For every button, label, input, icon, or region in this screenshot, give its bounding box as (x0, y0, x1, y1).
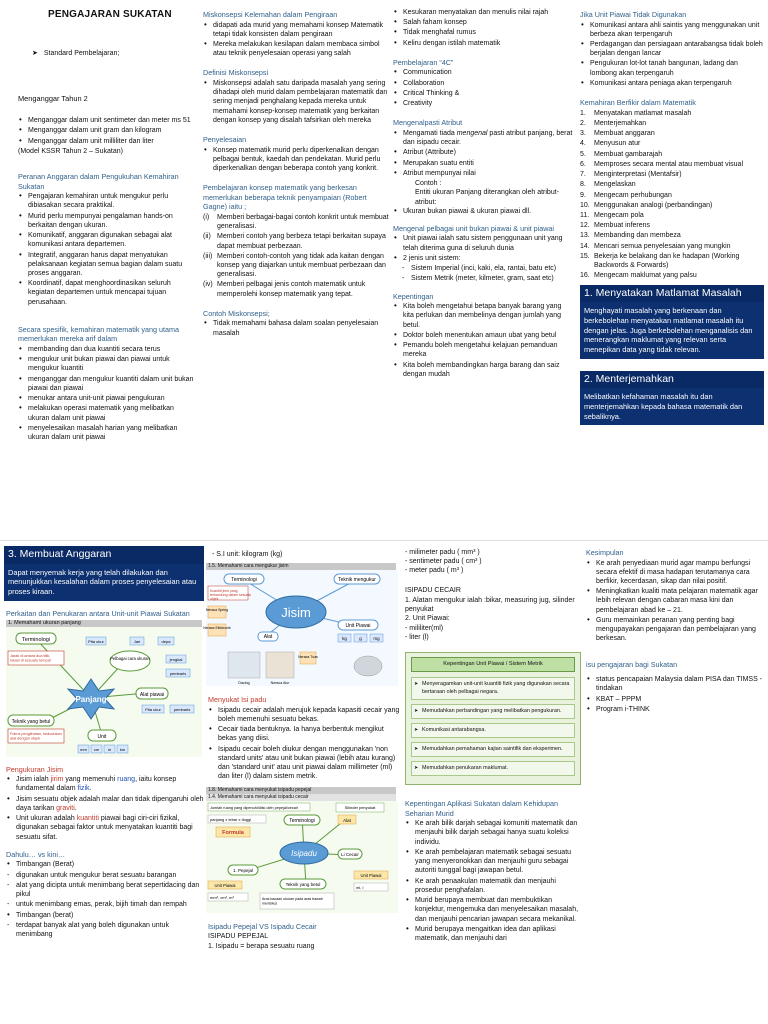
mass-diagram (203, 563, 401, 689)
mass-unit-label: g (359, 635, 362, 641)
application-list (405, 819, 581, 943)
list-item: • Ke arah pembelajaran matematik sebagai sesuatu yang menyeronokkan dan menjauhi guru sebagai autoriti tunggal bagi jawapan betul. (405, 848, 581, 876)
list-item: • Communication (393, 68, 573, 77)
list-item: • Unit ukuran adalah kuantiti piawai bagi ciri-ciri fizikal, digunakan sebagai faktor untuk menyatakan kuantiti bagi sesuatu sifat. (6, 814, 204, 842)
list-item: • Unit piawai ialah satu sistem penggunaan unit yang telah diterima guna di seluruh dunia (393, 234, 573, 252)
mass-node-6: Dacing (238, 680, 250, 685)
then-now-list (6, 860, 204, 939)
length-unit-label: mm (80, 747, 87, 753)
list-item: • Pemandu boleh mengetahui kelajuan pemanduan mereka (393, 341, 573, 359)
length-unit-label: km (119, 747, 126, 753)
panel-mass-volume (203, 546, 401, 1024)
no-standard-list (580, 21, 764, 89)
box-translate (580, 371, 764, 426)
vs-heading: Isipadu Pepejal VS Isipadu Cecair (208, 921, 317, 931)
list-item: 8. Mengelaskan (580, 181, 636, 189)
box-estimate-body: Dapat menyemak kerja yang telah dilakukan dan menunjukkan kesalahan dalam proses penyelesaian atau proses kiraan. (4, 564, 204, 601)
list-item: • Tidak menghafal rumus (393, 28, 573, 37)
volume-node-13: ml, l (356, 884, 364, 890)
box-estimate (4, 546, 204, 601)
metric-table (405, 652, 581, 785)
metric-table-row: ➤ Menyeragamkan unit-unit kuantiti fizik yang digunakan secara bertaraan oleh pelbagai negara. (411, 677, 575, 699)
skills-heading: Kemahiran Berfikir dalam Matematik (580, 98, 696, 108)
list-item: • Ukuran bukan piawai & ukuran piawai dll. (393, 207, 573, 216)
list-item: 9. Mengecam perhubungan (580, 191, 672, 199)
list-item: • Program i-THINK (586, 705, 764, 714)
list-item: • melakukan operasi matematik yang melibatkan ukuran dalam unit piawai (18, 404, 194, 422)
metric-table-row: ➤ Memudahkan penukaran maklumat. (411, 761, 575, 776)
list-item: • Keliru dengan istilah matematik (393, 39, 573, 48)
list-item: 16. Mengecam maklumat yang palsu (580, 272, 697, 280)
panel-intro (18, 8, 194, 538)
conversion-heading: Perkaitan dan Penukaran antara Unit-unit Piawai Sukatan (6, 608, 190, 618)
length-node-7: Teknik yang betul (11, 719, 51, 726)
list-item: • Collaboration (393, 79, 573, 88)
panel-length-mass (4, 546, 204, 1024)
arrow-bullet-icon: ➤ (414, 745, 419, 752)
text-line: 2. Unit Piawai: (405, 615, 450, 623)
importance-heading: Kepentingan (393, 291, 434, 301)
solution-list (203, 146, 391, 174)
metric-table-row: ➤ Memudahkan perbandingan yang melibatkan pengukuran. (411, 704, 575, 719)
volume-heading: Menyukat Isi padu (208, 695, 267, 705)
text-line: - liter (l) (405, 633, 429, 641)
mass-mindmap (203, 570, 398, 686)
list-item: • Menganggar dalam unit sentimeter dan meter ms 51 (18, 116, 194, 125)
list-item: 5. Membuat gambarajah (580, 150, 663, 158)
box-estimate-title: 3. Membuat Anggaran (4, 546, 204, 564)
list-item: • Timbangan (berat) (6, 911, 204, 920)
volume-node-9: Teknik yang betul (285, 881, 321, 887)
list-item: • Kita boleh mengetahui betapa banyak barang yang kita perlukan dan membelinya dengan jumlah yang betul. (393, 302, 573, 330)
list-item: • Creativity (393, 99, 573, 108)
list-item: • Salah faham konsep (393, 18, 573, 27)
list-item: • Murid berupaya membuat dan membuktikan konjektur, mengemuka dan menyelesaikan masalah, dan menjauhi pencarian jawapan secara mekanikal. (405, 896, 581, 924)
list-item: • Ke arah penyediaan murid agar mampu berfungsi secara efektif di masa hadapan terutamanya cara berfikir, kecerdasan, sikap dan nilai positif. (586, 559, 764, 587)
panel-conclusion (586, 546, 764, 1024)
list-item: • status pencapaian Malaysia dalam PISA dan TIMSS - tindakan (586, 675, 764, 693)
misconception-list (203, 21, 391, 59)
mass-list (6, 775, 204, 842)
attribute-example-label: Contoh : (415, 180, 442, 188)
length-node-11: Unit (97, 734, 107, 741)
volume-node-11: mm³, cm³, m³ (210, 894, 234, 900)
list-item: • Mengamati tiada mengenal pasti atribut panjang, berat dan isipadu cecair. (393, 129, 573, 147)
panel-misconception (203, 8, 391, 538)
list-item: • Atribut (Attribute) (393, 148, 573, 157)
liquid-lines (405, 596, 581, 642)
length-node-5: jengkal (169, 657, 183, 663)
list-item: • Integratif, anggaran harus dapat menyatukan pelaksanaan kegiatan semua bagian dalam suatu proses anggaran. (18, 251, 194, 279)
volume-node-1: Silinder penyukat (344, 804, 376, 810)
volume-center-label: Isipadu (291, 848, 317, 858)
volume-node-5: Formula (222, 829, 244, 836)
list-item: • KBAT – PPPM (586, 695, 764, 704)
list-item: 13. Membanding dan membeza (580, 232, 681, 240)
length-node-1: Pita ukur (88, 639, 104, 645)
list-item: (iv) Memberi pelbagai jenis contoh matematik untuk memperolehi konsep matematik yang tepat. (203, 281, 366, 298)
example-list (203, 319, 391, 337)
si-unit-line: - S.I unit: kilogram (kg) (212, 551, 283, 558)
list-item: • Isipadu cecair boleh diukur dengan menggunakan 'non standard units' atau unit bukan piawai (lebih atau kurang) dan 'standard unit' atau unit piawai dalam millimeter (ml) dan liter (l) dalam sistem metrik. (208, 745, 401, 782)
length-unit-label: m (107, 747, 112, 753)
mass-node-3: Alat (263, 633, 273, 640)
vs-first-line: 1. Isipadu = berapa sesuatu ruang (208, 942, 315, 950)
liquid-heading: ISIPADU CECAIR (405, 586, 461, 594)
mass-node-8: Neraca Tuas (298, 654, 318, 659)
arrow-bullet-icon: ➤ (414, 765, 419, 772)
box-translate-body: Melibatkan kefahaman masalah itu dan menterjemahkan kepada bahasa matematik dan sebaliknya. (580, 388, 764, 425)
vs-subheading: ISIPADU PEPEJAL (208, 933, 269, 941)
length-terms-note: Jarak di antara dua titik, lokasi di sesuatu tempat (10, 654, 51, 663)
list-item: • didapati ada murid yang memahami konsep Matematik tetapi tidak konsisten dalam pengiraan (203, 21, 391, 39)
mass-node-2: Unit Piawai (345, 622, 371, 629)
panel-thinking-skills (580, 8, 764, 538)
list-item: • Komunikasi antara peniaga akan terpengaruh (580, 79, 764, 88)
importance-list (393, 302, 573, 379)
issues-list (586, 675, 764, 714)
list-item: • Murid perlu mempunyai pengalaman hands-on berkaitan dengan ukuran. (18, 212, 194, 230)
standard-label: Standard Pembelajaran; (43, 50, 120, 58)
list-item: - alat yang dicipta untuk menimbang berat sepertidacing dan pikul (6, 881, 204, 899)
issues-heading: isu pengajaran bagi Sukatan (586, 659, 678, 669)
box-goal-title: 1. Menyatakan Matlamat Masalah (580, 285, 764, 303)
list-item: • membanding dan dua kuantiti secara terus (18, 345, 194, 354)
arrow-bullet-icon: ➤ (414, 707, 419, 714)
list-item: (iii) Memberi contoh-contoh yang tidak ada kaitan dengan konsep yang diajarkan untuk membuat perbezaan dan generalisasi. (203, 252, 386, 279)
volume-node-12: Aras bacaan ukuran pada aras bawah meniskus (262, 896, 323, 906)
list-item: • Pengajaran kemahiran untuk mengukur perlu dibiasakan secara praktikal. (18, 192, 194, 210)
length-node-8: Alat piawai (139, 692, 165, 699)
specific-list (18, 345, 194, 442)
list-item: • Ke arah penaakulan matematik dan menjauhi prosedur penghafalan. (405, 877, 581, 895)
list-item: • Konsep matematik murid perlu diperkenalkan dengan pelbagai bentuk, kaedah dan pendekatan. Murid perlu diperkenalkan dengan beberapa contoh yang konkrit. (203, 146, 391, 174)
length-unit-label: cm (93, 747, 100, 753)
length-node-10: pembaris (173, 707, 191, 713)
list-item: • menyelesaikan masalah harian yang melibatkan ukuran dalam unit piawai (18, 424, 194, 442)
year-heading: Menganggar Tahun 2 (18, 94, 88, 104)
list-item: • Koordinatif, dapat menghoordinasikan seluruh kegiatan departemen untuk mencapai tujuan perusahaan. (18, 279, 194, 307)
metric-table-row: ➤ Memudahkan pemahaman kajian saintifik dan eksperimen. (411, 742, 575, 757)
arrow-bullet-icon: ➤ (414, 681, 419, 688)
list-item: • menganggar dan mengukur kuantiti dalam unit bukan piawai dan piawai (18, 375, 194, 393)
volume-diagram-bar: 1.8. Memahami cara menyukat isipadu pepejal (206, 787, 396, 794)
4c-list (393, 68, 573, 108)
mass-node-7: Neraca Alur (270, 680, 290, 685)
volume-node-6: 1. Pepejal (232, 867, 254, 873)
4c-heading: Pembelajaran “4C” (393, 57, 454, 67)
mass-unit-label: mg (373, 635, 380, 641)
list-item: • Ke arah bilik darjah sebagai komuniti matematik dan menjauhi bilik darjah sebagai hanya suatu koleksi individu. (405, 819, 581, 847)
arrow-bullet-icon: ➤ (414, 726, 419, 733)
unit-list (393, 234, 573, 263)
list-item: • Menganggar dalam unit milliliter dan liter (18, 137, 194, 146)
length-node-3: depa (161, 639, 171, 645)
list-item: • Atribut mempunyai nilai (393, 169, 573, 178)
application-heading: Kepentingan Aplikasi Sukatan dalam Kehidupan Seharian Murid (405, 799, 559, 818)
length-center-label: Panjang (75, 695, 107, 705)
metric-table-row: ➤ Komunikasi antarabangsa. (411, 723, 575, 738)
attribute-last-list (393, 207, 573, 216)
conclusion-heading: Kesimpulan (586, 548, 624, 557)
list-item: 15. Bekerja ke belakang dan ke hadapan (Working Backwords & Forwards) (580, 252, 740, 270)
length-node-2: Jari (133, 639, 141, 645)
list-item: • Guru memainkan peranan yang penting bagi mengupayakan pengajaran dan pembelajaran yang berkesan. (586, 616, 764, 644)
mass-units (338, 634, 383, 642)
list-item: • 2 jenis unit sistem: (393, 254, 573, 263)
list-item: • Komunikasi antara ahli saintis yang menggunakan unit berbeza akan terpengaruh (580, 21, 764, 39)
gagne-list (203, 213, 391, 299)
attribute-sub-list (393, 148, 573, 178)
panel-attributes (393, 8, 573, 538)
list-item: 10. Menggunakan analogi (perbandingan) (580, 201, 713, 209)
length-node-0: Terminologi (21, 637, 51, 644)
length-tech-note: Fokus penglihatan, kedudukan alat dengan objek (10, 732, 62, 741)
list-item: • Kita boleh membandingkan harga barang dan saiz dengan mudah (393, 361, 573, 379)
volume-node-7: Li Cecair (341, 851, 359, 857)
list-item: • Jisim sesuatu objek adalah malar dan tidak dipengaruhi oleh daya tarikan graviti. (6, 795, 204, 813)
list-item: 12. Membuat inferens (580, 222, 651, 230)
volume-unit-lines (405, 548, 581, 576)
panel-volume-units (405, 546, 581, 1024)
list-item: • Pengukuran lot-lot tanah bangunan, ladang dan lombong akan terpengaruh (580, 59, 764, 77)
list-item: • mengukur unit bukan piawai dan piawai untuk mengukur kuantiti (18, 355, 194, 373)
list-item: (ii) Memberi contoh yang berbeza tetapi berkaitan supaya dapat membuat perbezaan. (203, 233, 386, 250)
list-item: - digunakan untuk mengukur berat sesuatu barangan (6, 871, 204, 880)
length-node-4: Pelbagai cara ukuran (110, 656, 150, 662)
volume-node-3: Terminologi (289, 817, 315, 824)
volume-node-0: Jumlah ruang yang dipenuhi/diisi oleh pepejal/cecair (210, 805, 299, 810)
text-line: - meter padu ( m³ ) (405, 567, 464, 575)
length-diagram (6, 620, 204, 760)
list-item: • Menganggar dalam unit gram dan kilogram (18, 126, 194, 135)
list-item: 14. Mencari semua penyelesaian yang mungkin (580, 242, 731, 250)
list-item: 7. Menginterpretasi (Mentafsir) (580, 171, 682, 179)
mass-unit-label: kg (342, 635, 347, 641)
list-item: - Sistem Metrik (meter, kilmeter, gram, saat etc) (401, 274, 573, 283)
mass-node-0: Terminologi (231, 576, 257, 583)
list-item: • Timbangan (Berat) (6, 860, 204, 869)
mass-node-4: Neraca Spring (205, 607, 229, 612)
length-node-9: Pita ukur (145, 707, 161, 713)
text-line: - sentimeter padu ( cm³ ) (405, 558, 482, 566)
metric-table-rows (411, 677, 575, 776)
list-item: • Critical Thinking & (393, 89, 573, 98)
volume-node-4: Alat (343, 817, 351, 823)
text-line: - milimeter padu ( mm³ ) (405, 549, 480, 556)
list-item: • Merupakan suatu entiti (393, 159, 573, 168)
volume-list (208, 706, 401, 782)
list-item: 6. Memproses secara mental atau membuat visual (580, 160, 744, 168)
unit-heading: Mengenal pelbagai unit bukan piawai & unit piawai (393, 223, 555, 233)
volume-node-2: panjang x lebar x tinggi (210, 816, 252, 822)
list-item: - Sistem Imperial (inci, kaki, ela, rantai, batu etc) (401, 264, 573, 273)
volume-node-10: Unit Piawai (360, 872, 382, 878)
list-item: (i) Memberi berbagai-bagai contoh konkrit untuk membuat generalisasi. (203, 213, 389, 231)
list-item: 3. Membuat anggaran (580, 130, 655, 138)
box-goal-body: Menghayati masalah yang berkenaan dan berkebolehan menyatakan matlamat masalah itu dengan jelas. Juga berkebolehan menganalisis dan menerangkan maklumat yang relevan serta menepikan data yang tidak relevan. (580, 302, 764, 358)
mass-heading: Pengukuran Jisim (6, 764, 64, 774)
list-item: • Tidak memahami bahasa dalam soalan penyelesaian masalah (203, 319, 391, 337)
mass-node-5: Neraca Elektronik (203, 625, 231, 630)
role-list (18, 192, 194, 307)
solution-heading: Penyelesaian (203, 135, 247, 145)
box-translate-title: 2. Menterjemahkan (580, 371, 764, 389)
example-heading: Contoh Miskonsepsi; (203, 308, 270, 318)
text-line: - mililiter(ml) (405, 624, 444, 632)
list-item: • Komunikatif, anggaran digunakan sebagai alat komunikasi antara departemen. (18, 231, 194, 249)
volume-node-8: Unit Piawai (214, 882, 236, 888)
length-mindmap (6, 627, 202, 757)
attribute-example-text: Entiti ukuran Panjang diterangkan oleh atribut-atribut: (415, 189, 559, 206)
list-item: • Mereka melakukan kesilapan dalam membaca simbol atau teknik penyelesaian operasi yang salah (203, 40, 391, 58)
volume-diagram (206, 787, 401, 915)
text-line: 1. Alatan mengukur ialah :bikar, measuring jug, silinder penyukat (405, 596, 575, 614)
list-item: • Meningkatkan kualiti mata pelajaran matematik agar lebih relevan dengan cabaran masa kini dan pembelajaran abad ke – 21. (586, 587, 764, 615)
metric-table-head: Kepentingan Unit Piawai / Sistem Metrik (411, 657, 575, 672)
definition-heading: Definisi Miskonsepsi (203, 68, 269, 78)
length-diagram-bar: 1. Memahami ukuran panjang (6, 620, 202, 627)
list-item: 11. Mengecam pola (580, 211, 644, 219)
list-item: • Cecair tiada bentuknya. Ia hanya berbentuk mengikut bekas yang diisi. (208, 725, 401, 743)
standard-line (32, 49, 194, 58)
mass-diagram-bar: 1.5. Memahami cara mengukur jisim (206, 563, 396, 570)
attribute-list (393, 129, 573, 147)
volume-diagram-bar-2: 1.4. Memahami cara menyukat isipadu cecair (206, 794, 396, 801)
skills-list (580, 109, 764, 281)
gagne-heading: Pembelajaran konsep matematik yang berkesan memerlukan beberapa teknik penyampaian (Robert Gagne) iaitu ; (203, 183, 367, 212)
conclusion-list (586, 559, 764, 644)
page-divider (0, 540, 768, 541)
attribute-heading: Mengenalpasti Atribut (393, 118, 463, 128)
list-item: • Jisim ialah jirim yang memenuhi ruang, iaitu konsep fundamental dalam fizik. (6, 775, 204, 793)
definition-list (203, 79, 391, 125)
unit-sub-list (393, 264, 573, 283)
difficulty-list (393, 8, 573, 48)
volume-mindmap (206, 801, 398, 913)
list-item: • Perdagangan dan persiagaan antarabangsa tidak boleh berjalan dengan lancar (580, 40, 764, 58)
list-item: • Murid berupaya mengaitkan idea dan aplikasi matematik, dan menjauhi dari (405, 925, 581, 943)
length-node-6: pembaris (169, 671, 187, 677)
then-now-heading: Dahulu… vs kini… (6, 849, 66, 859)
misconception-heading: Miskonsepsi Kelemahan dalam Pengiraan (203, 10, 338, 19)
ksr-reference: (Model KSSR Tahun 2 – Sukatan) (18, 147, 123, 155)
arrow-bullet-icon: ➤ (32, 50, 38, 58)
list-item: 1. Menyatakan matlamat masalah (580, 109, 692, 117)
year-list (18, 116, 194, 146)
list-item: • Kesukaran menyatakan dan menulis nilai rajah (393, 8, 573, 17)
list-item: • Miskonsepsi adalah satu daripada masalah yang sering dihadapi oleh murid dalam pembelajaran matematik dan sering menjadi penghalang kepada mereka untuk memahami konsep-konsep matematik yang berkaitan dengan konsep yang disalah tafsirkan oleh mereka (203, 79, 391, 125)
list-item: • Doktor boleh menentukan amaun ubat yang betul (393, 331, 573, 340)
list-item: • Isipadu cecair adalah merujuk kepada kapasiti cecair yang boleh memenuhi sesuatu bekas. (208, 706, 401, 724)
list-item: - terdapat banyak alat yang boleh digunakan untuk menimbang (6, 921, 204, 939)
list-item: • menukar antara unit-unit piawai pengukuran (18, 394, 194, 403)
page-title: PENGAJARAN SUKATAN (48, 9, 172, 20)
mass-node-1: Teknik mengukur (338, 576, 376, 583)
specific-heading: Secara spesifik, kemahiran matematik yang utama memerlukan mereka arif dalam (18, 324, 179, 344)
mass-center-label: Jisim (281, 604, 311, 620)
list-item: 4. Menyusun atur (580, 140, 641, 148)
role-heading: Peranan Anggaran dalam Pengukuhan Kemahiran Sukatan (18, 172, 179, 191)
box-goal (580, 285, 764, 359)
list-item: - untuk menimbang emas, perak, bijih timah dan rempah (6, 900, 204, 909)
list-item: 2. Menterjemahkan (580, 119, 647, 127)
no-standard-heading: Jika Unit Piawai Tidak Digunakan (580, 10, 687, 19)
mass-term-note: Kuantiti jirim yang terkandung dalam sesuatu objek (210, 588, 252, 601)
